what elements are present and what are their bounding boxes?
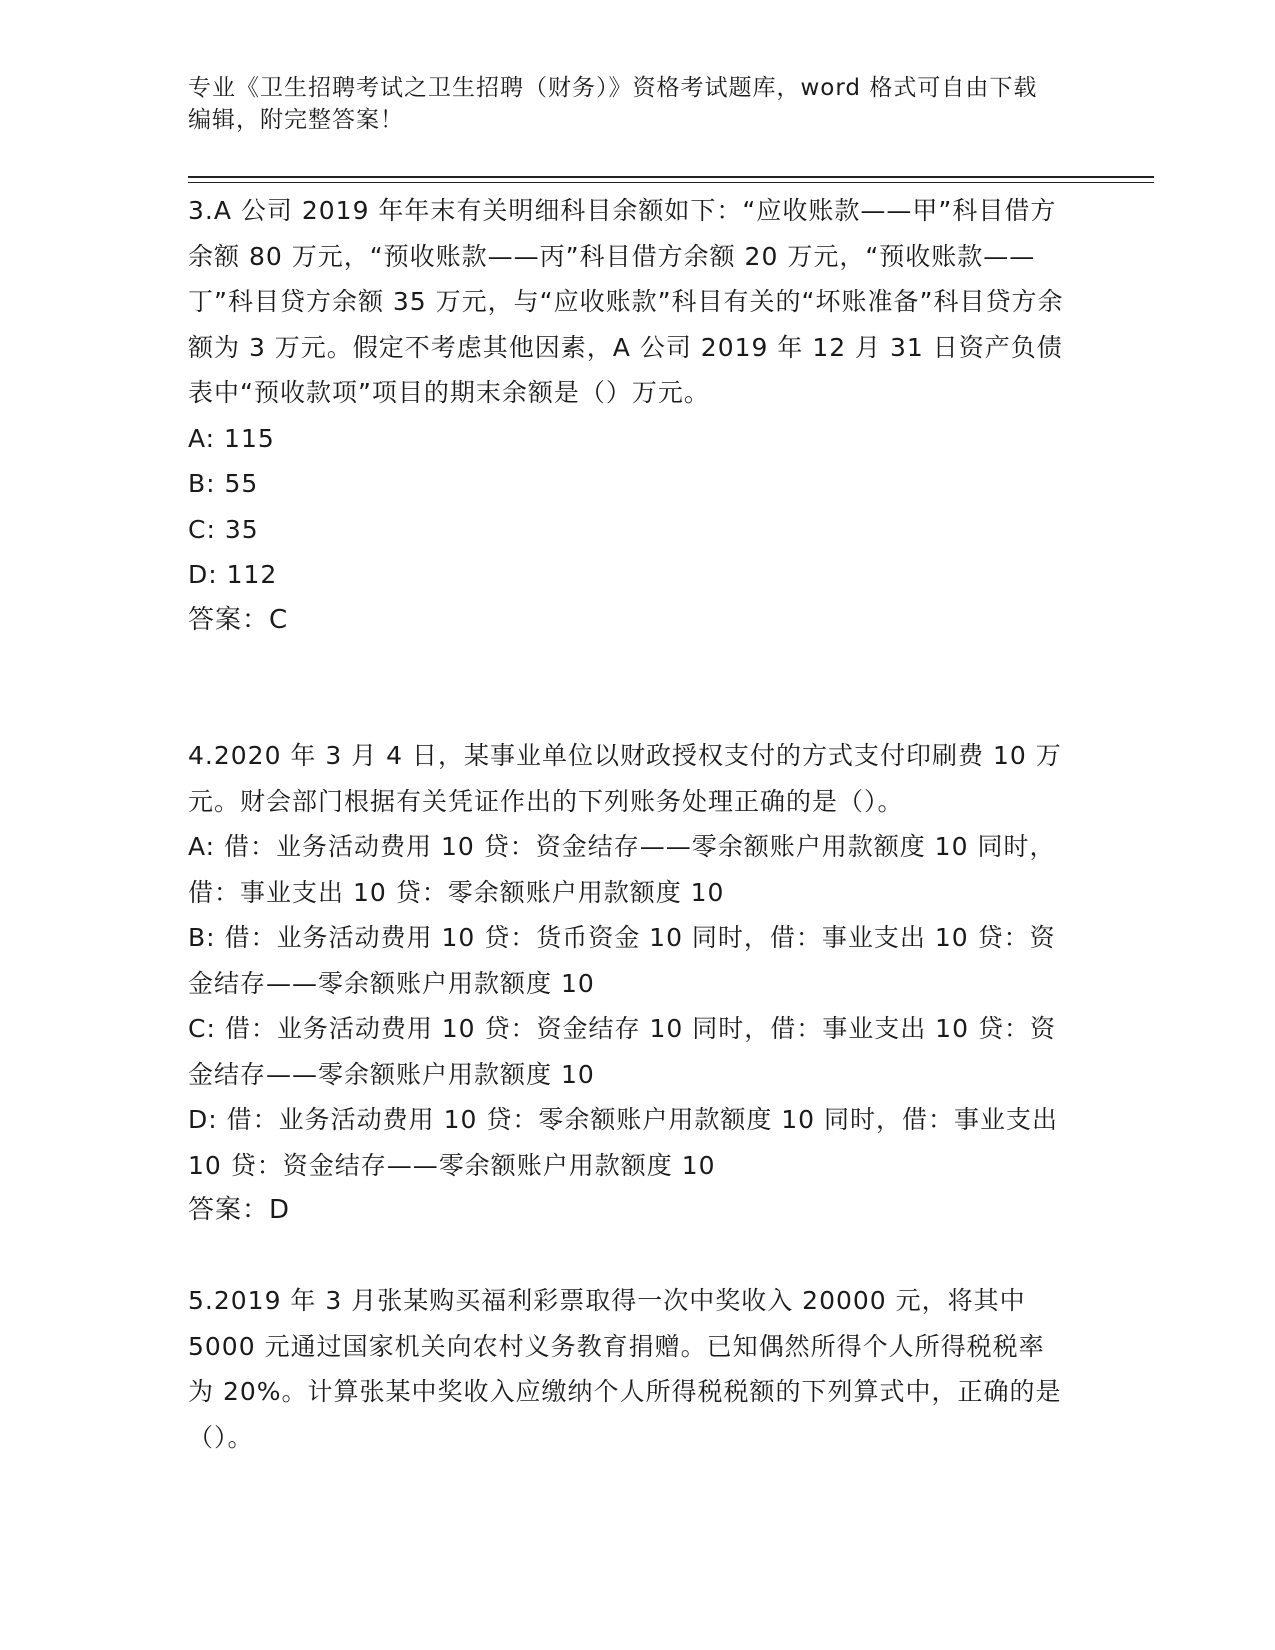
option-b: B: 借：业务活动费用 10 贷：货币资金 10 同时，借：事业支出 10 贷：资金结存——零余额账户用款额度 10 (188, 923, 1056, 998)
option-c: C: 借：业务活动费用 10 贷：资金结存 10 同时，借：事业支出 10 贷：资金结存——零余额账户用款额度 10 (188, 1014, 1056, 1089)
question-4 (188, 733, 1068, 1234)
answer: 答案：C (188, 604, 289, 635)
question-5 (188, 1278, 1068, 1460)
option-d: D: 借：业务活动费用 10 贷：零余额账户用款额度 10 同时，借：事业支出 10 贷：资金结存——零余额账户用款额度 10 (188, 1105, 1059, 1180)
header-divider-thin (188, 182, 1154, 183)
question-3 (188, 188, 1068, 643)
header-divider-thick (188, 176, 1154, 178)
header-line-2: 编辑，附完整答案！ (188, 107, 404, 133)
option-a: A: 115 (188, 423, 275, 453)
option-a: A: 借：业务活动费用 10 贷：资金结存——零余额账户用款额度 10 同时，借：事业支出 10 贷：零余额账户用款额度 10 (188, 832, 1056, 907)
header-line-1: 专业《卫生招聘考试之卫生招聘（财务）》资格考试题库，word 格式可自由下载 (188, 75, 1038, 101)
question-stem: 4.2020 年 3 月 4 日，某事业单位以财政授权支付的方式支付印刷费 10 万元。财会部门根据有关凭证作出的下列账务处理正确的是（）。 (188, 741, 1062, 816)
answer: 答案：D (188, 1195, 291, 1225)
document-header (188, 72, 1068, 136)
question-stem: 3.A 公司 2019 年年末有关明细科目余额如下：“应收账款——甲”科目借方余额 80 万元，“预收账款——丙”科目借方余额 20 万元，“预收账款——丁”科目贷方余额 35 万元，与“应收账款”科目有关的“坏账准备”科目贷方余额为 3 万元。假定不考虑其他因素，A 公司 2019 年 12 月 31 日资产负债表中“预收款项”项目的期末余额是（）万元。 (188, 196, 1064, 407)
option-c: C: 35 (188, 514, 259, 544)
question-stem: 5.2019 年 3 月张某购买福利彩票取得一次中奖收入 20000 元，将其中 5000 元通过国家机关向农村义务教育捐赠。已知偶然所得个人所得税税率为 20%。计算张某中奖收入应缴纳个人所得税税额的下列算式中，正确的是（）。 (188, 1286, 1062, 1452)
option-b: B: 55 (188, 469, 259, 498)
option-d: D: 112 (188, 560, 278, 589)
